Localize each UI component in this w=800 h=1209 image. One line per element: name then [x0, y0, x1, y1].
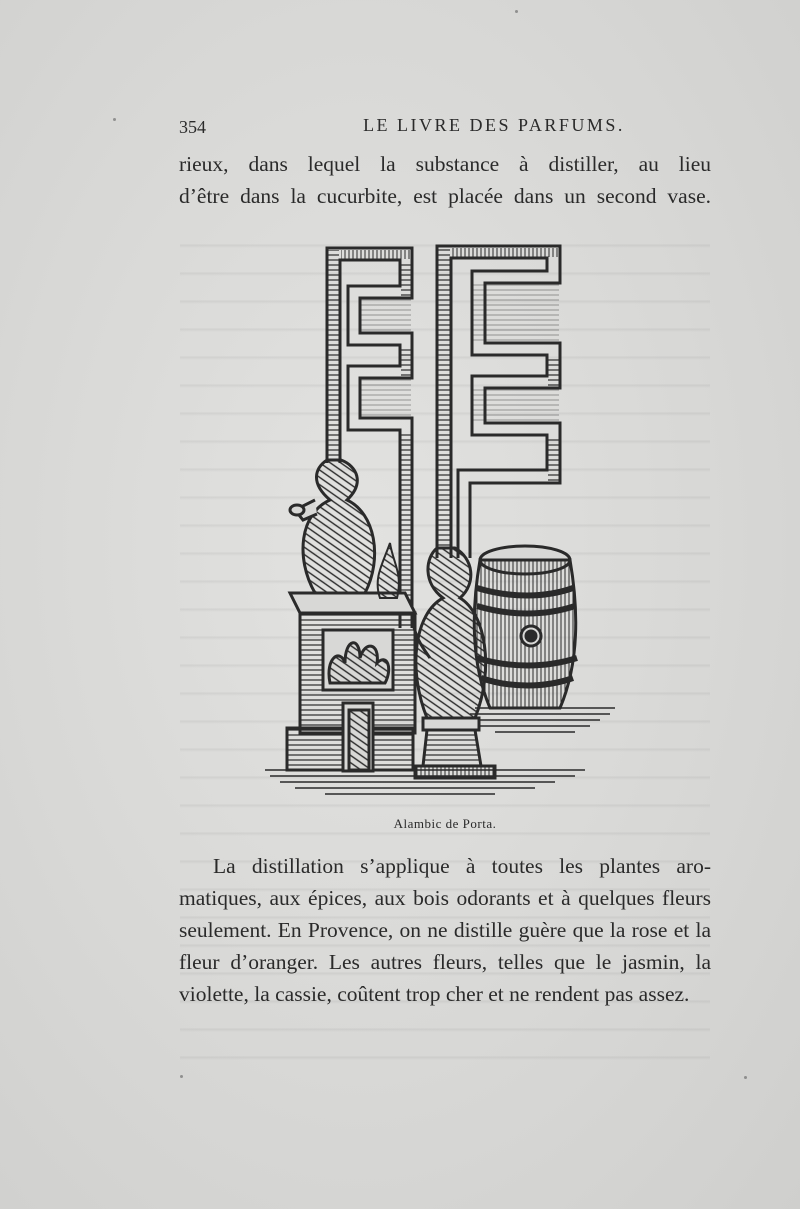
left-flask	[290, 460, 375, 593]
bottom-paragraph-text: La distillation s’applique à toutes les plantes aro-matiques, aux épices, aux bois odorants et à quelques fleurs seulement. En Provence, on ne distille guère que la rose et la fleur d’oranger. Les autres fleurs, telles que le jasmin, la violette, la cassie, coûtent trop cher et ne rendent pas assez.	[179, 854, 711, 1006]
ink-speck	[113, 118, 116, 121]
page-number: 354	[179, 117, 206, 137]
alembic-illustration	[255, 238, 625, 798]
small-flame	[378, 543, 399, 598]
furnace	[287, 593, 415, 771]
top-paragraph	[179, 148, 711, 212]
bottom-paragraph	[179, 850, 711, 1010]
right-coil-hatching	[438, 248, 559, 548]
ink-speck	[180, 1075, 183, 1078]
barrel	[474, 546, 577, 708]
top-paragraph-line-1: rieux, dans lequel la substance à distiller, au lieu	[179, 152, 711, 176]
running-head	[179, 115, 711, 145]
figure-caption: Alambic de Porta.	[393, 816, 497, 831]
ink-speck	[515, 10, 518, 13]
running-title: LE LIVRE DES PARFUMS.	[363, 115, 625, 135]
top-paragraph-line-2: d’être dans la cucurbite, est placée dans un second vase.	[179, 184, 711, 208]
ink-speck	[744, 1076, 747, 1079]
